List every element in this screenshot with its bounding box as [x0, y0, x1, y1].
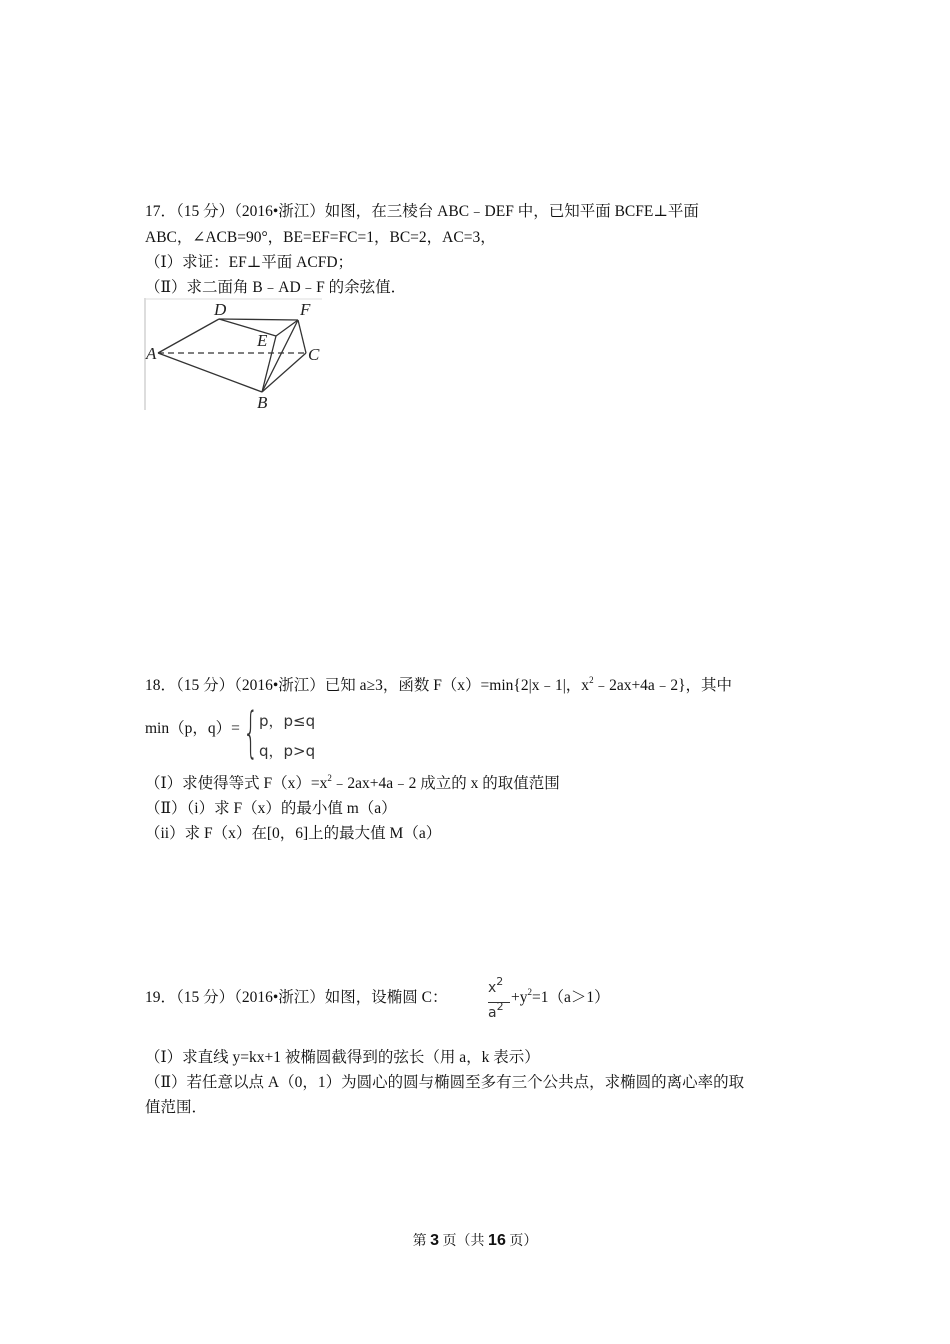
q17-line2: ABC，∠ACB=90°，BE=EF=FC=1，BC=2，AC=3，: [145, 229, 496, 246]
q17-part1: （Ⅰ）求证：EF⊥平面 ACFD；: [145, 254, 354, 271]
min-lead: min（p，q）=: [145, 720, 240, 737]
label-A: A: [146, 344, 157, 363]
q17-part2: （Ⅱ）求二面角 B﹣AD﹣F 的余弦值．: [145, 279, 407, 296]
edge-FC: [298, 320, 306, 353]
edge-DF: [219, 319, 298, 320]
edge-AD: [158, 319, 219, 353]
frustum-figure: [144, 298, 324, 417]
label-F: F: [300, 300, 311, 319]
label-E: E: [257, 331, 268, 350]
q18-line1: 18．（15 分）（2016•浙江）已知 a≥3，函数 F（x）=min{2|x﹣1|，$x^2﹣2ax+4a﹣2$}，其中: [145, 675, 733, 694]
q19-part3: 值范围．: [145, 1099, 208, 1116]
page-footer: 第 3 页（共 16 页）: [412, 1232, 538, 1249]
label-D: D: [214, 300, 227, 319]
label-C: C: [308, 345, 320, 364]
q18-part3: （ii）求 F（x）在[0，6]上的最大值 M（a）: [145, 825, 442, 842]
q18-part1: （Ⅰ）求使得等式 $F(x)=x^2﹣2ax+4a﹣2$ 成立的 x 的取值范围: [145, 773, 560, 792]
edge-DE: [219, 319, 276, 336]
current-page: 3: [430, 1232, 440, 1249]
fraction-numerator: $x^2$: [488, 975, 504, 996]
edge-FB: [262, 320, 298, 392]
edge-AB: [158, 353, 262, 392]
q18-part2: （Ⅱ）（i）求 F（x）的最小值 m（a）: [145, 800, 397, 817]
q17-line1: 17．（15 分）（2016•浙江）如图，在三棱台 ABC﹣DEF 中，已知平面 BCFE⊥平面: [145, 203, 699, 220]
q19-line1-tail: $+y^2=1(a>1)$: [511, 987, 610, 1006]
case-1: p，p≤q: [259, 712, 316, 730]
total-pages: 16: [488, 1232, 506, 1249]
label-B: B: [257, 393, 268, 412]
fraction-denominator: $a^2$: [488, 1000, 504, 1021]
case-2: q，p>q: [259, 742, 316, 760]
edge-BC: [262, 353, 306, 392]
q19-part1: （Ⅰ）求直线 y=kx+1 被椭圆截得到的弦长（用 a，k 表示）: [145, 1049, 540, 1066]
left-brace: {: [243, 701, 259, 764]
q19-line1-lead: 19．（15 分）（2016•浙江）如图，设椭圆 C：: [145, 989, 448, 1006]
q19-part2: （Ⅱ）若任意以点 A（0，1）为圆心的圆与椭圆至多有三个公共点，求椭圆的离心率的取: [145, 1074, 745, 1091]
